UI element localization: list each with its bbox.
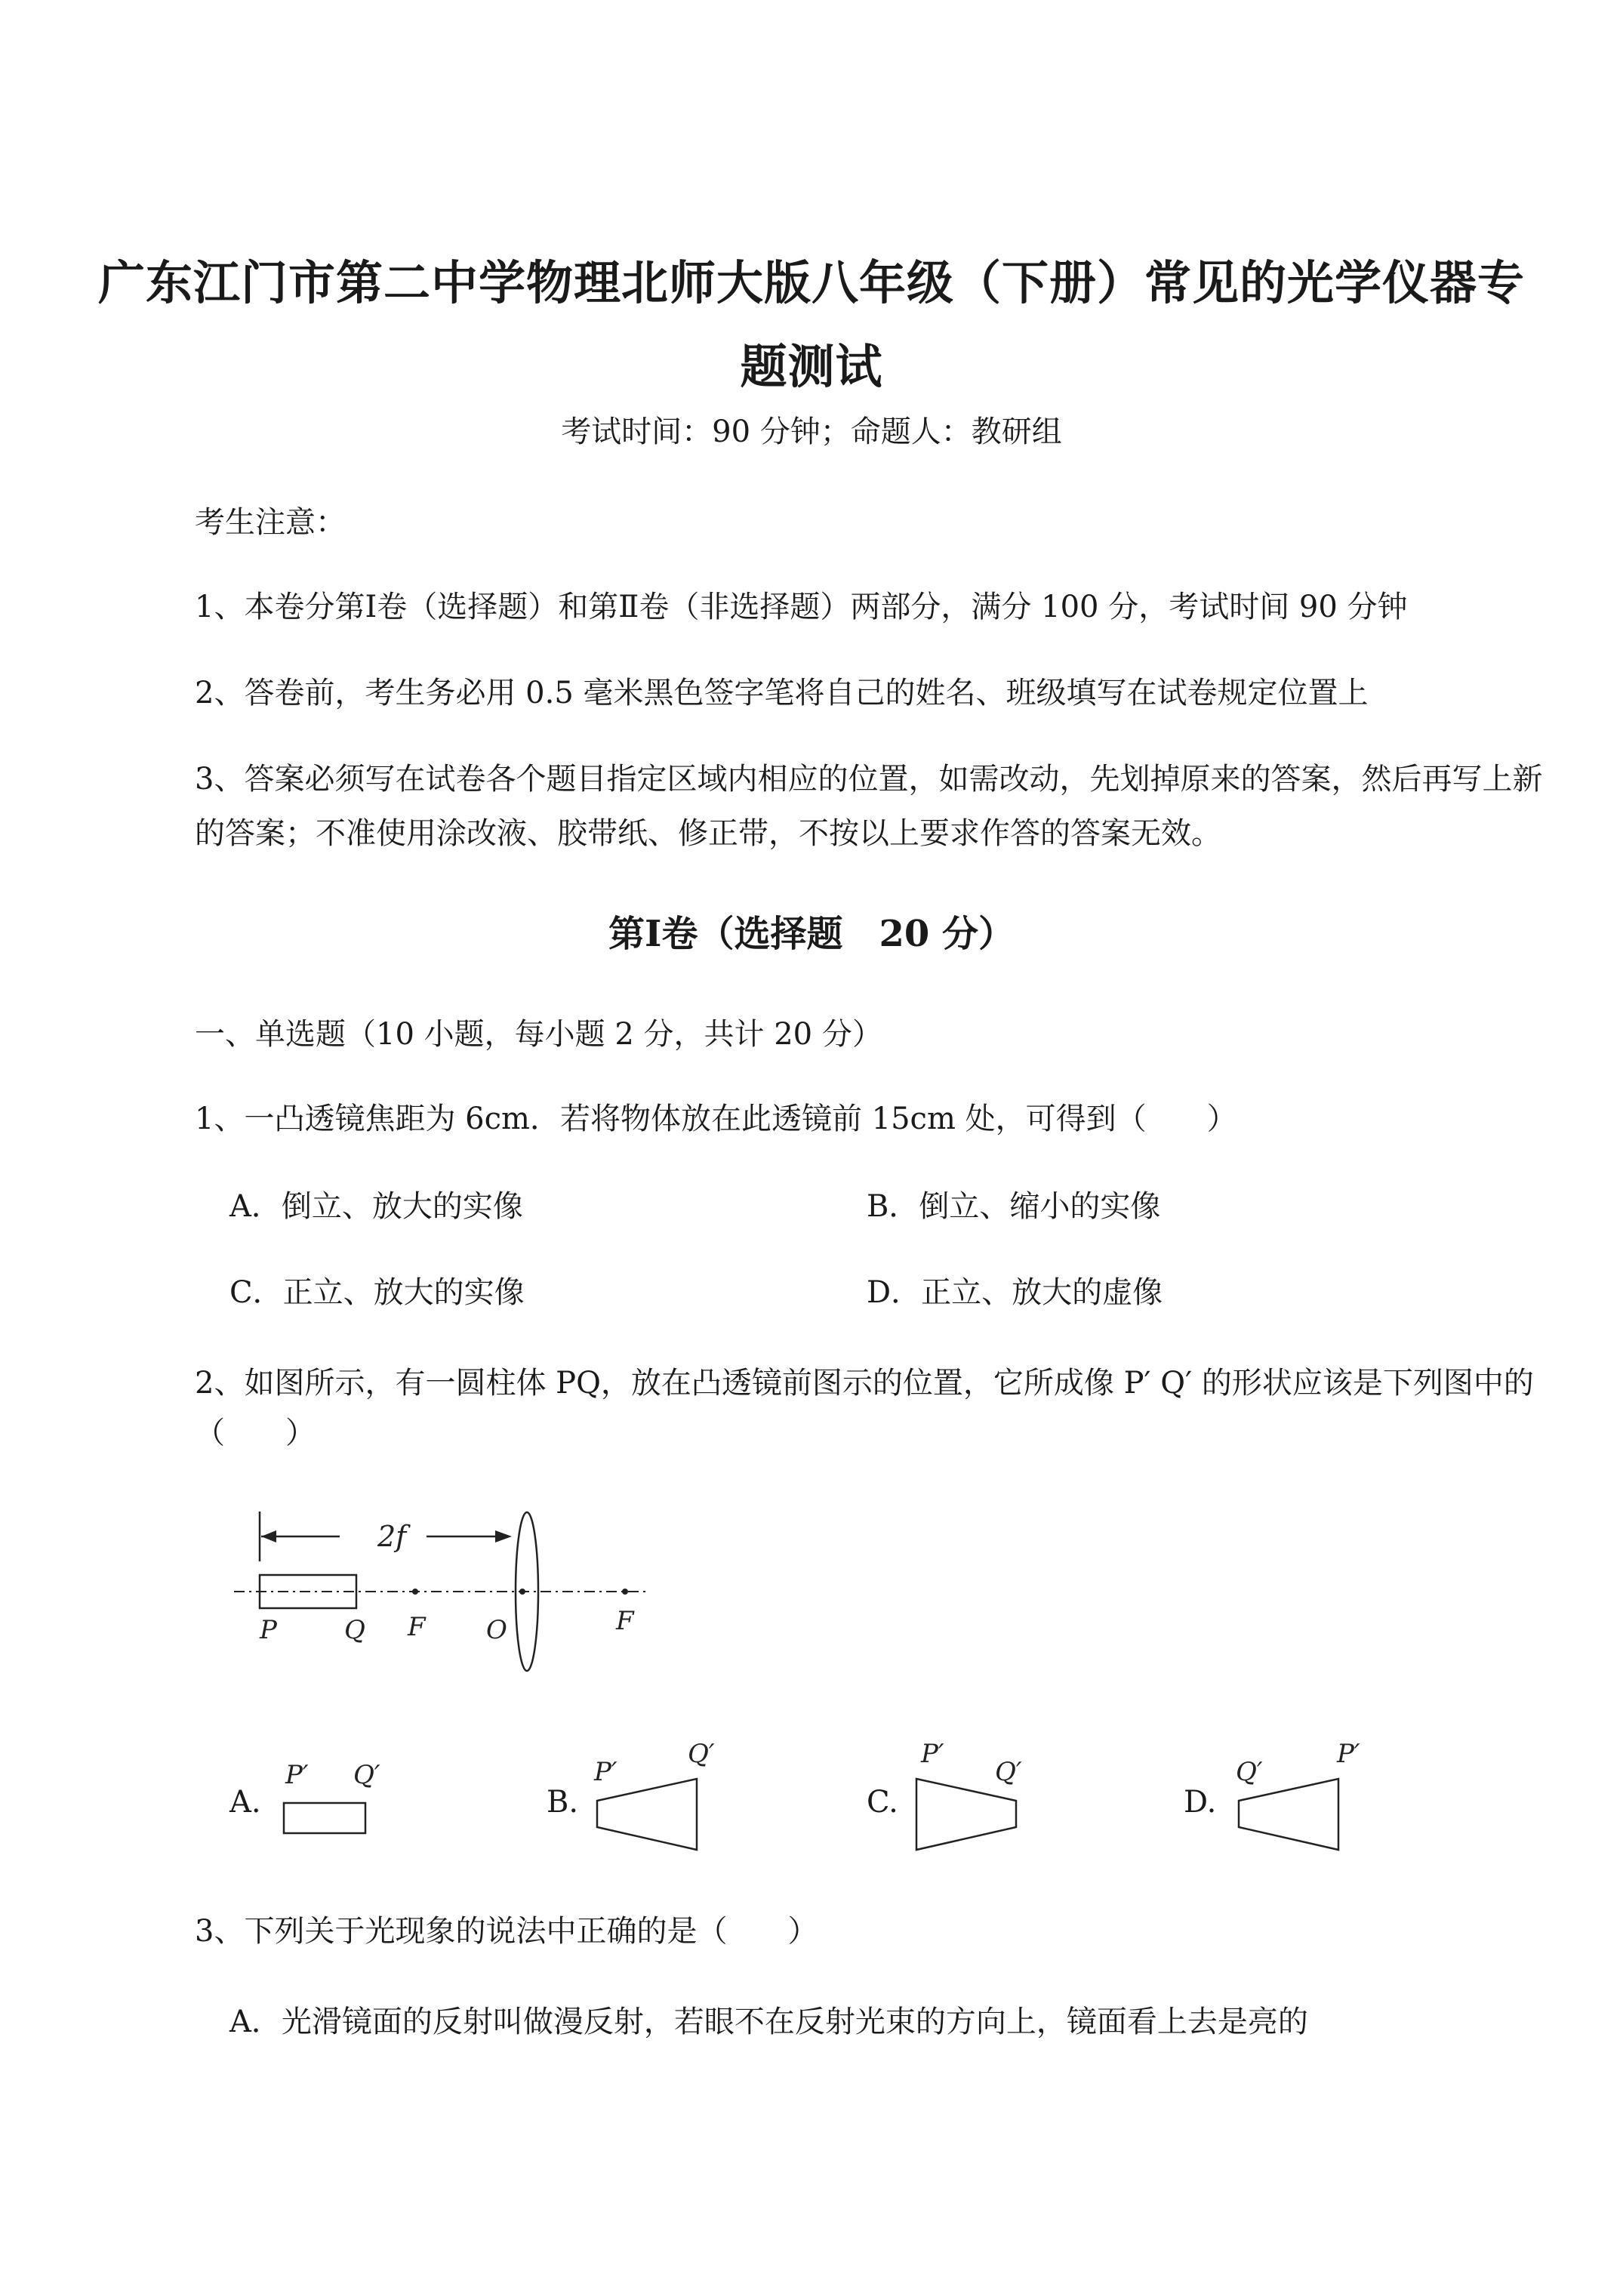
question-1-option-b[interactable]: B．倒立、缩小的实像 [867,1189,1161,1224]
focal-point-right [622,1589,628,1595]
page-title: 广东江门市第二中学物理北师大版八年级（下册）常见的光学仪器专 [97,255,1525,310]
option-c-label-right: Q′ [995,1757,1022,1787]
question-2-option-d-figure[interactable] [1227,1737,1393,1857]
question-1-option-c[interactable]: C．正立、放大的实像 [229,1275,525,1310]
question-2-stem-continued: （ ） [195,1416,316,1450]
question-1-option-a[interactable]: A．倒立、放大的实像 [229,1189,523,1224]
page-title-continued: 题测试 [740,339,883,394]
exam-info: 考试时间：90 分钟；命题人：教研组 [561,415,1062,449]
question-2-option-c-figure[interactable] [906,1737,1072,1857]
question-2-option-c-letter[interactable]: C. [867,1785,898,1820]
question-2-option-a-letter[interactable]: A. [229,1785,261,1820]
option-a-label-left: P′ [285,1760,309,1790]
question-1-stem: 1、一凸透镜焦距为 6cm．若将物体放在此透镜前 15cm 处，可得到（ ） [195,1102,1237,1136]
option-d-shape [1239,1779,1338,1850]
label-f-left: F [408,1612,426,1642]
notice-heading: 考生注意： [195,505,346,540]
arrowhead-left [261,1530,276,1542]
option-b-label-left: P′ [594,1757,617,1787]
option-c-label-left: P′ [921,1739,944,1769]
notice-item: 2、答卷前，考生务必用 0.5 毫米黑色签字笔将自己的姓名、班级填写在试卷规定位置上 [195,676,1369,710]
option-b-label-right: Q′ [688,1739,715,1769]
section-title: 第Ⅰ卷（选择题 20 分） [608,913,1015,955]
question-1-option-d[interactable]: D．正立、放大的虚像 [867,1275,1163,1310]
notice-item: 3、答案必须写在试卷各个题目指定区域内相应的位置，如需改动，先划掉原来的答案，然后再写上新 [195,762,1543,797]
option-c-shape [916,1779,1016,1850]
option-b-shape [597,1779,697,1850]
notice-item-continued: 的答案；不准使用涂改液、胶带纸、修正带，不按以上要求作答的答案无效。 [195,816,1221,851]
label-f-right: F [616,1606,634,1636]
lens-diagram [226,1502,694,1699]
option-d-label-right: P′ [1337,1739,1360,1769]
label-o: O [486,1615,507,1645]
question-2-option-d-letter[interactable]: D. [1184,1785,1217,1820]
question-2-option-b-figure[interactable] [585,1737,751,1857]
question-2-option-b-letter[interactable]: B. [547,1785,579,1820]
distance-label: 2f [377,1520,407,1553]
option-a-label-right: Q′ [353,1760,380,1790]
focal-point-left [412,1589,418,1595]
label-q: Q [344,1615,365,1645]
question-3-option-a[interactable]: A．光滑镜面的反射叫做漫反射，若眼不在反射光束的方向上，镜面看上去是亮的 [229,2005,1308,2039]
option-d-label-left: Q′ [1236,1757,1263,1787]
question-2-stem: 2、如图所示，有一圆柱体 PQ，放在凸透镜前图示的位置，它所成像 P′ Q′ 的形状应该是下列图中的 [195,1366,1534,1401]
optical-center [519,1589,525,1595]
question-3-stem: 3、下列关于光现象的说法中正确的是（ ） [195,1914,818,1949]
label-p: P [260,1615,277,1645]
notice-item: 1、本卷分第Ⅰ卷（选择题）和第Ⅱ卷（非选择题）两部分，满分 100 分，考试时间 90 分钟 [195,590,1408,624]
part-heading: 一、单选题（10 小题，每小题 2 分，共计 20 分） [195,1017,882,1052]
arrowhead-right [495,1530,512,1542]
question-2-option-a-figure[interactable] [272,1759,423,1850]
option-a-shape [284,1803,365,1833]
